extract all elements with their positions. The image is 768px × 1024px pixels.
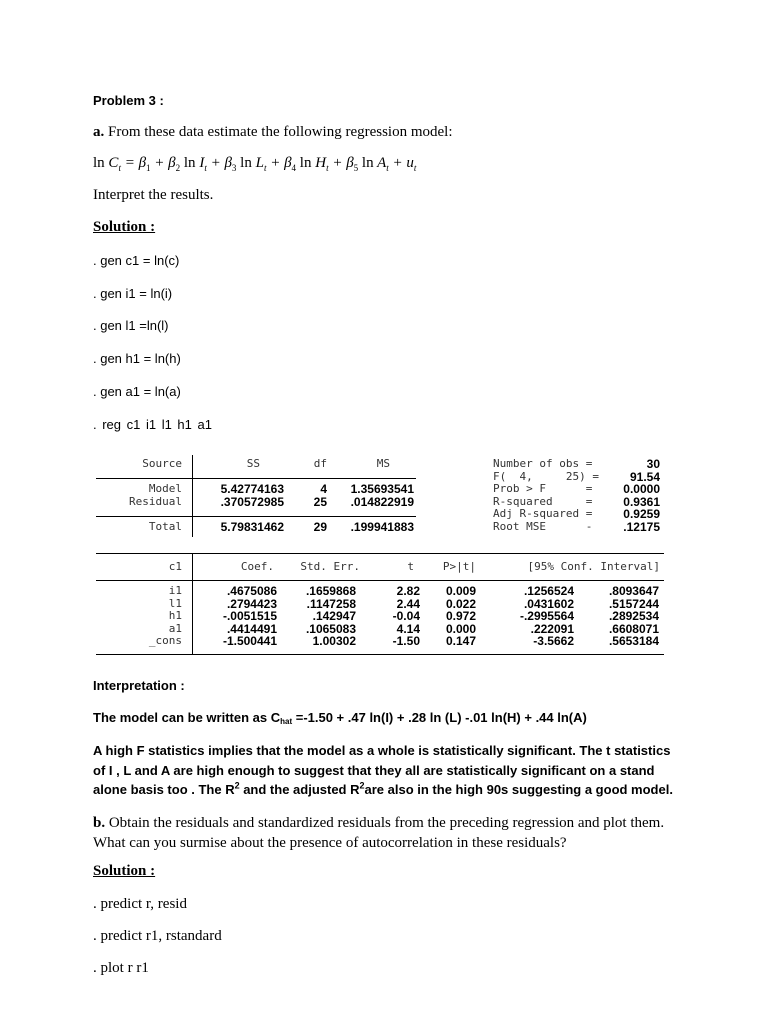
coef-cell-p: 0.972 bbox=[445, 609, 476, 623]
command-plot: . plot r r1 bbox=[93, 960, 149, 976]
anova-ss-residual: .370572985 bbox=[220, 495, 284, 509]
command-gen-i1: . gen i1 = ln(i) bbox=[93, 286, 173, 301]
part-b-prompt: b. Obtain the residuals and standardized residuals from the preceding regression and plot them. What can you surmise about the presence of autocorrelation in these residuals? bbox=[93, 815, 665, 851]
stat-label-adjr2: Adj R-squared = bbox=[493, 507, 593, 520]
coef-cell-coef: -.0051515 bbox=[222, 609, 277, 623]
coef-header-coef: Coef. bbox=[240, 560, 274, 573]
coef-cell-se: .1659868 bbox=[305, 584, 356, 598]
stat-value-probf: 0.0000 bbox=[623, 482, 660, 496]
coef-cell-se: .1065083 bbox=[305, 621, 356, 636]
anova-source-model: Model bbox=[148, 482, 182, 495]
stat-value-f: 91.54 bbox=[629, 469, 660, 484]
anova-ms-model: 1.35693541 bbox=[350, 482, 414, 496]
coef-cell-se: .142947 bbox=[312, 609, 356, 623]
anova-source-total: Total bbox=[148, 520, 182, 533]
interpretation-paragraph: A high F statistics implies that the model as a whole is statistically significant. The t statistics of I , L and A are high enough to suggest that they all are statistically significant on a stand alone basis too . The $R^2$ and the adjusted $R^2are$ also in the high 90s suggesting a good model. bbox=[93, 743, 673, 797]
command-predict-r1: . predict r1, rstandard bbox=[93, 928, 222, 944]
anova-header-ss: SS bbox=[246, 457, 260, 470]
stat-value-rmse: .12175 bbox=[623, 519, 660, 534]
coef-cell-var: a1 bbox=[168, 621, 182, 635]
coef-cell-p: 0.147 bbox=[445, 634, 476, 648]
coef-cell-var: l1 bbox=[168, 596, 182, 610]
coef-header-se: Std. Err. bbox=[300, 560, 360, 573]
coef-header-t: t bbox=[407, 560, 414, 573]
coef-cell-hi: .2892534 bbox=[608, 609, 659, 623]
coef-cell-t: -1.50 bbox=[392, 634, 420, 648]
anova-df-total: 29 bbox=[313, 520, 327, 534]
command-reg: . reg c1 i1 l1 h1 a1 bbox=[93, 417, 212, 432]
coef-cell-p: 0.000 bbox=[445, 621, 476, 636]
stat-label-nobs: Number of obs = bbox=[493, 457, 593, 470]
model-written: The model can be written as $C_{hat} =-1.50 + .47$ ln(I) + .28 ln (L) -.01 ln(H) + .44 ln(A) bbox=[93, 710, 587, 726]
coef-cell-se: .1147258 bbox=[306, 596, 356, 611]
coef-cell-var: i1 bbox=[168, 584, 182, 597]
coef-cell-hi: .5653184 bbox=[608, 634, 659, 648]
coef-header-p: P>|t| bbox=[442, 560, 476, 573]
coef-cell-var: _cons bbox=[148, 634, 182, 647]
anova-header-df: df bbox=[313, 457, 327, 470]
coef-cell-coef: .2794423 bbox=[226, 596, 277, 611]
command-gen-l1: . gen l1 =ln(l) bbox=[93, 318, 169, 333]
stat-label-f: F( 4, 25) = bbox=[493, 469, 599, 483]
solution-heading-a: Solution : bbox=[93, 219, 156, 235]
problem-title: Problem 3 : bbox=[93, 93, 164, 108]
command-predict-r: . predict r, resid bbox=[93, 896, 187, 912]
coef-cell-lo: .222091 bbox=[530, 621, 574, 636]
coef-cell-var: h1 bbox=[168, 609, 182, 622]
coef-cell-lo: -3.5662 bbox=[533, 634, 574, 648]
anova-df-model: 4 bbox=[320, 482, 327, 496]
coef-cell-t: 4.14 bbox=[396, 621, 420, 636]
command-gen-h1: . gen h1 = ln(h) bbox=[93, 351, 181, 366]
stat-label-rmse: Root MSE - bbox=[493, 519, 593, 533]
coef-cell-p: 0.022 bbox=[445, 596, 476, 611]
anova-header-ms: MS bbox=[376, 457, 390, 470]
coef-cell-hi: .8093647 bbox=[608, 584, 659, 598]
anova-ss-total: 5.79831462 bbox=[220, 520, 284, 534]
coef-cell-lo: .0431602 bbox=[523, 596, 574, 611]
anova-df-residual: 25 bbox=[313, 495, 327, 509]
coef-cell-hi: .5157244 bbox=[608, 596, 659, 611]
coef-cell-t: 2.82 bbox=[396, 584, 420, 598]
coef-cell-lo: -.2995564 bbox=[519, 609, 574, 623]
coef-cell-t: 2.44 bbox=[396, 596, 420, 611]
stat-value-nobs: 30 bbox=[646, 457, 660, 471]
interpretation-heading: Interpretation : bbox=[93, 678, 185, 693]
anova-ms-residual: .014822919 bbox=[350, 495, 414, 509]
coef-header-ci: [95% Conf. Interval] bbox=[527, 560, 660, 573]
coef-cell-se: 1.00302 bbox=[312, 634, 356, 648]
coef-cell-hi: .6608071 bbox=[608, 621, 659, 636]
stat-label-r2: R-squared = bbox=[493, 494, 593, 508]
command-gen-c1: . gen c1 = ln(c) bbox=[93, 253, 180, 268]
anova-ss-model: 5.42774163 bbox=[220, 482, 284, 496]
stat-label-probf: Prob > F = bbox=[493, 482, 593, 495]
solution-heading-b: Solution : bbox=[93, 863, 156, 879]
coef-cell-coef: .4414491 bbox=[226, 621, 277, 636]
coef-cell-t: -0.04 bbox=[392, 609, 420, 623]
coef-cell-p: 0.009 bbox=[445, 584, 476, 598]
anova-ms-total: .199941883 bbox=[350, 520, 414, 534]
anova-source-residual: Residual bbox=[129, 495, 182, 508]
regression-equation: $\ln C_t = \beta_1 + \beta_2$ $\ln I_t + \beta_3$ $\ln L_t + \beta_4$ $\ln H_t + \beta_5$ $\ln A_t + u_t$ bbox=[93, 155, 417, 173]
coef-cell-coef: .4675086 bbox=[226, 584, 277, 598]
coef-cell-lo: .1256524 bbox=[523, 584, 574, 598]
coef-header-var: c1 bbox=[168, 560, 182, 573]
command-gen-a1: . gen a1 = ln(a) bbox=[93, 384, 181, 399]
stat-value-r2: 0.9361 bbox=[623, 494, 660, 509]
coef-cell-coef: -1.500441 bbox=[222, 634, 277, 648]
part-a-prompt bbox=[93, 124, 453, 141]
stat-value-adjr2: 0.9259 bbox=[623, 507, 660, 521]
part-a-letter: a. bbox=[93, 124, 105, 140]
interpret-instruction: Interpret the results. bbox=[93, 187, 214, 203]
anova-header-source: Source bbox=[142, 457, 182, 470]
part-a-text: From these data estimate the following regression model: bbox=[108, 124, 453, 140]
